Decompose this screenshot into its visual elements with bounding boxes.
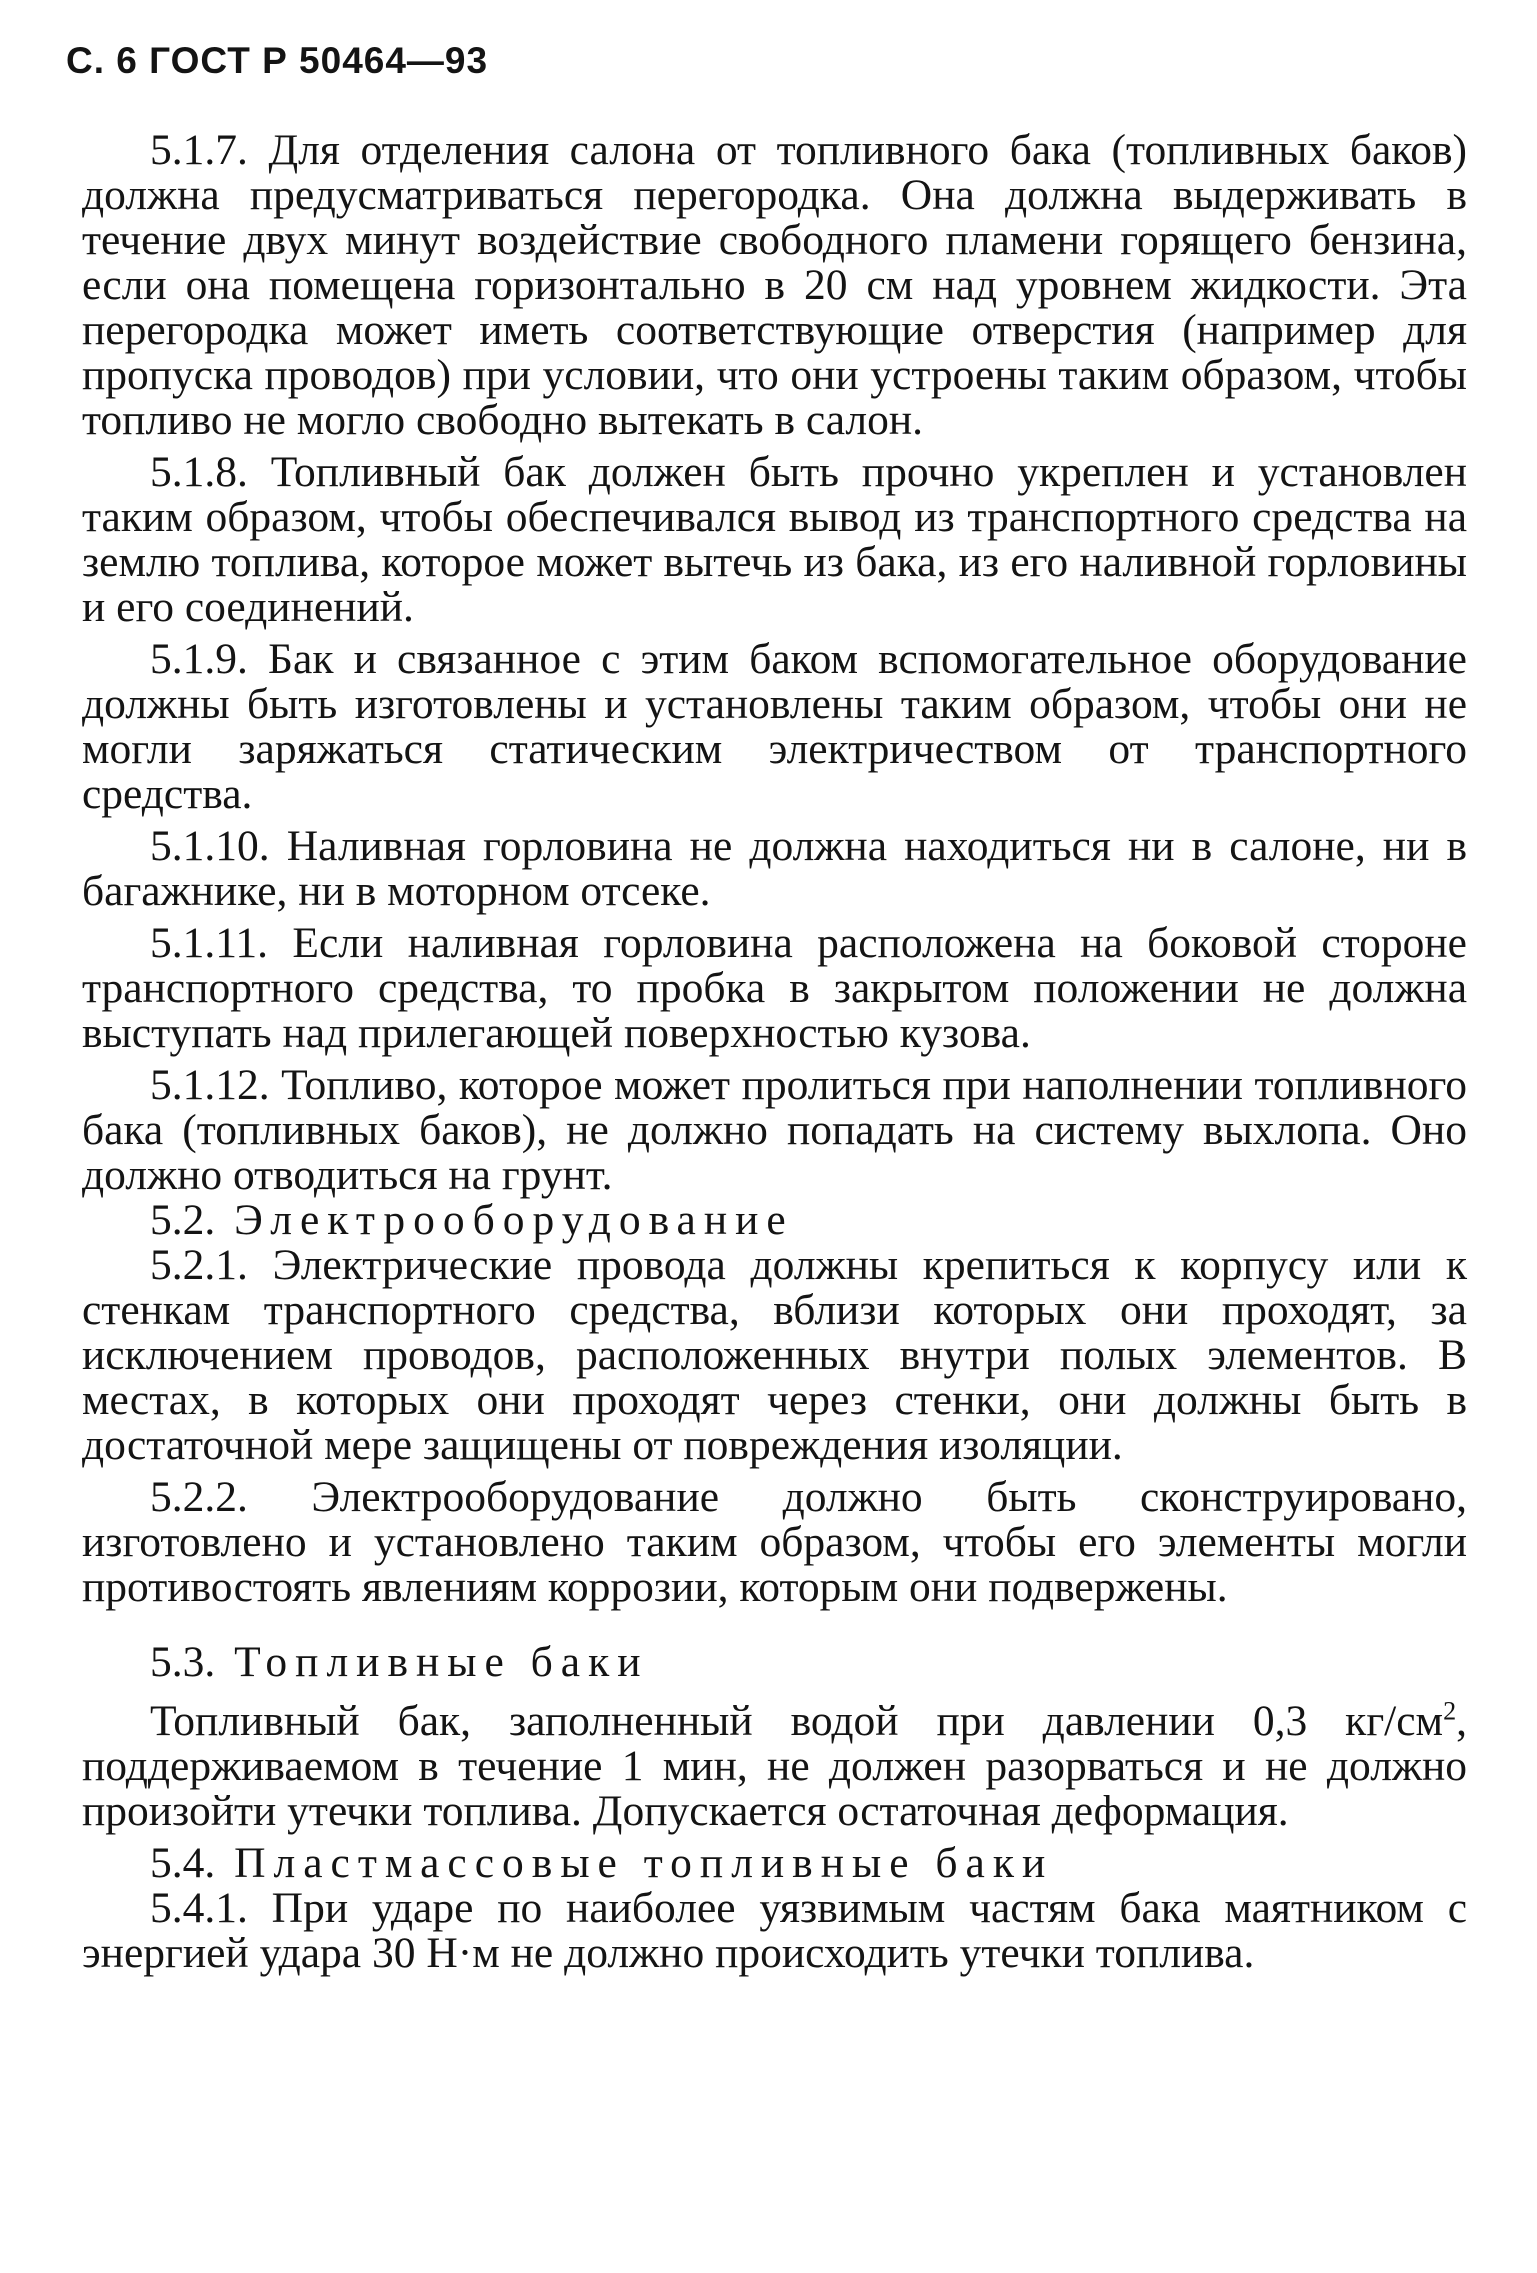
heading-5-2-number: 5.2. [150,1196,216,1244]
paragraph-5-3-rest: , поддерживаемом в течение 1 мин, не должен разорваться и не должно произойти утечки топлива. Допускается остаточная деформация. [82,1697,1467,1835]
heading-5-3-number: 5.3. [150,1638,216,1686]
paragraph-5-1-12: 5.1.12. Топливо, которое может пролиться при наполнении топливного бака (топливных баков), не должно попадать на систему выхлопа. Оно должно отводиться на грунт. [82,1061,1467,1199]
paragraph-5-1-7: 5.1.7. Для отделения салона от топливного бака (топливных баков) должна предусматриваться перегородка. Она должна выдерживать в течение двух минут воздействие свободного пламени горящего бензина, если она помещена горизонтально в 20 см над уровнем жидкости. Эта перегородка может иметь соответствующие отверстия (например для пропуска проводов) при условии, что они устроены таким образом, чтобы топливо не могло свободно вытекать в салон. [82,126,1467,444]
paragraph-5-2-2: 5.2.2. Электрооборудование должно быть сконструировано, изготовлено и установлено таким образом, чтобы его элементы могли противостоять явлениям коррозии, которым они подвержены. [82,1473,1467,1611]
paragraph-5-2-1: 5.2.1. Электрические провода должны крепиться к корпусу или к стенкам транспортного средства, вблизи которых они проходят, за исключением проводов, расположенных внутри полых элементов. В местах, в которых они проходят через стенки, они должны быть в достаточной мере защищены от повреждения изоляции. [82,1241,1467,1469]
heading-5-4-number: 5.4. [150,1839,216,1887]
paragraph-5-1-8: 5.1.8. Топливный бак должен быть прочно укреплен и установлен таким образом, чтобы обеспечивался вывод из транспортного средства на землю топлива, которое может вытечь из бака, из его наливной горловины и его соединений. [82,448,1467,631]
heading-5-3-title: Топливные баки [234,1638,649,1686]
body-text [82,128,1467,1976]
heading-5-4-title: Пластмассовые топливные баки [234,1839,1054,1887]
paragraph-5-4-1: 5.4.1. При ударе по наиболее уязвимым частям бака маятником с энергией удара 30 Н·м не должно происходить утечки топлива. [82,1884,1467,1977]
paragraph-5-1-9: 5.1.9. Бак и связанное с этим баком вспомогательное оборудование должны быть изготовлены и установлены таким образом, чтобы они не могли заряжаться статическим электричеством от транспортного средства. [82,635,1467,818]
running-header: С. 6 ГОСТ Р 50464—93 [66,40,489,81]
paragraph-5-3-text: Топливный бак, заполненный водой при давлении 0,3 кг/см [150,1697,1444,1745]
paragraph-5-1-10: 5.1.10. Наливная горловина не должна находиться ни в салоне, ни в багажнике, ни в моторном отсеке. [82,822,1467,915]
heading-5-2 [82,1198,1467,1243]
paragraph-5-1-11: 5.1.11. Если наливная горловина расположена на боковой стороне транспортного средства, то пробка в закрытом положении не должна выступать над прилегающей поверхностью кузова. [82,919,1467,1057]
heading-5-3 [82,1640,1467,1685]
paragraph-5-3 [82,1696,1467,1835]
heading-5-2-title: Электрооборудование [234,1196,794,1244]
heading-5-4 [82,1841,1467,1886]
paragraph-5-3-superscript: 2 [1443,1696,1457,1726]
